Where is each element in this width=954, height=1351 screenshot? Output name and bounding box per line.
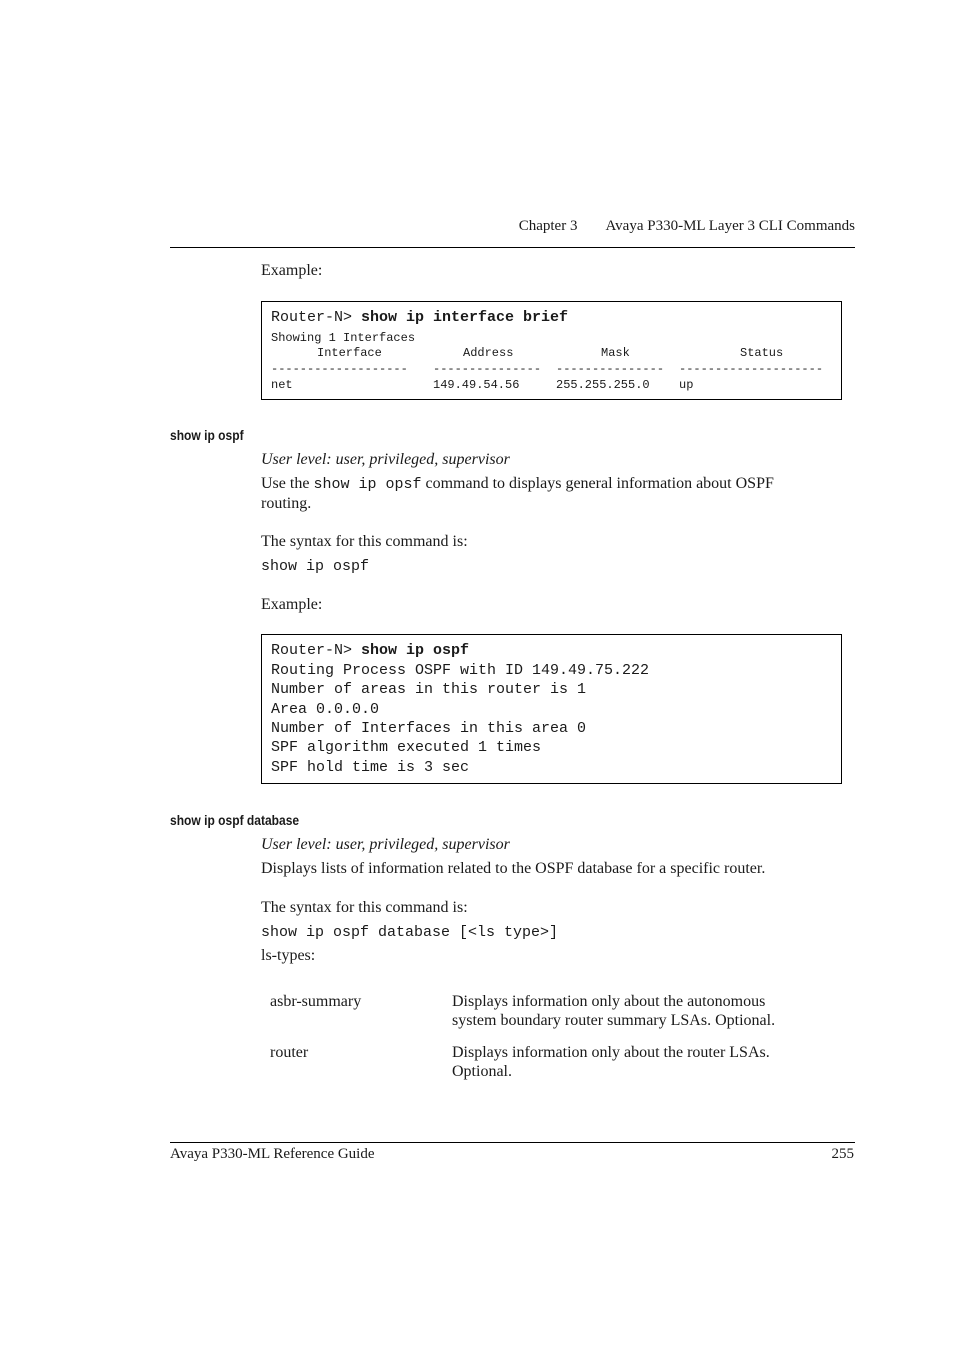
- output-line: Number of Interfaces in this area 0: [271, 719, 587, 737]
- cell-address: 149.49.54.56: [433, 378, 520, 392]
- ls-type-term: asbr-summary: [270, 993, 362, 1010]
- output-line: Routing Process OSPF with ID 149.49.75.222: [271, 662, 650, 679]
- cli-command: show ip interface brief: [361, 309, 569, 326]
- syntax-label: The syntax for this command is:: [261, 533, 468, 550]
- divider: ---------------: [433, 362, 542, 376]
- section-heading-show-ip-ospf: show ip ospf: [170, 427, 244, 443]
- table-divider-row: [271, 361, 836, 377]
- ls-types-label: ls-types:: [261, 947, 316, 964]
- cell-status: up: [679, 378, 694, 392]
- table-row: [271, 377, 836, 393]
- cli-prompt-line: [271, 308, 568, 328]
- ls-type-description: Displays information only about the autonomous system boundary router summary LSAs. Optional.: [452, 993, 776, 1029]
- example-label: Example:: [261, 596, 323, 613]
- user-level: User level: user, privileged, supervisor: [261, 836, 510, 853]
- output-line: SPF algorithm executed 1 times: [271, 739, 542, 757]
- chapter-label: Chapter 3: [518, 218, 578, 234]
- divider: --------------------: [679, 362, 824, 376]
- running-header: [519, 216, 855, 236]
- description-line-2: routing.: [261, 495, 312, 512]
- section-heading-show-ip-ospf-database: show ip ospf database: [170, 812, 300, 828]
- code-example-interface-brief: [261, 301, 842, 400]
- page-number: 255: [831, 1146, 854, 1162]
- output-line: Area 0.0.0.0: [271, 700, 380, 718]
- table-header-row: [271, 345, 836, 361]
- code-example-show-ip-ospf: [261, 634, 842, 784]
- column-header-address: Address: [463, 346, 514, 360]
- output-line: Number of areas in this router is 1: [271, 681, 587, 699]
- description: Displays lists of information related to the OSPF database for a specific router.: [261, 860, 766, 877]
- divider: -------------------: [271, 362, 408, 376]
- column-header-status: Status: [740, 346, 784, 360]
- cli-prompt-line: [271, 641, 469, 661]
- user-level: User level: user, privileged, supervisor: [261, 451, 510, 468]
- chapter-title: Avaya P330-ML Layer 3 CLI Commands: [605, 218, 855, 234]
- ls-type-term: router: [270, 1044, 309, 1061]
- syntax-code: show ip ospf: [261, 558, 370, 575]
- example-label: Example:: [261, 262, 323, 279]
- cell-mask: 255.255.255.0: [556, 378, 650, 392]
- cli-command: show ip ospf: [361, 642, 470, 659]
- cli-prompt: Router-N>: [271, 642, 362, 659]
- cli-prompt: Router-N>: [271, 309, 362, 326]
- divider: ---------------: [556, 362, 665, 376]
- showing-line: Showing 1 Interfaces: [271, 331, 416, 345]
- column-header-interface: Interface: [317, 346, 382, 360]
- output-line: SPF hold time is 3 sec: [271, 758, 470, 776]
- syntax-code: show ip ospf database [<ls type>]: [261, 924, 559, 941]
- inline-code: show ip opsf: [313, 476, 422, 493]
- header-rule: [170, 247, 855, 248]
- ls-type-description: Displays information only about the router LSAs. Optional.: [452, 1044, 770, 1080]
- syntax-label: The syntax for this command is:: [261, 899, 468, 916]
- footer-rule: [170, 1142, 855, 1143]
- description-line: Use the show ip opsf command to displays general information about OSPF: [261, 475, 774, 493]
- cell-interface: net: [271, 378, 293, 392]
- footer-guide-title: Avaya P330-ML Reference Guide: [170, 1146, 375, 1162]
- column-header-mask: Mask: [601, 346, 630, 360]
